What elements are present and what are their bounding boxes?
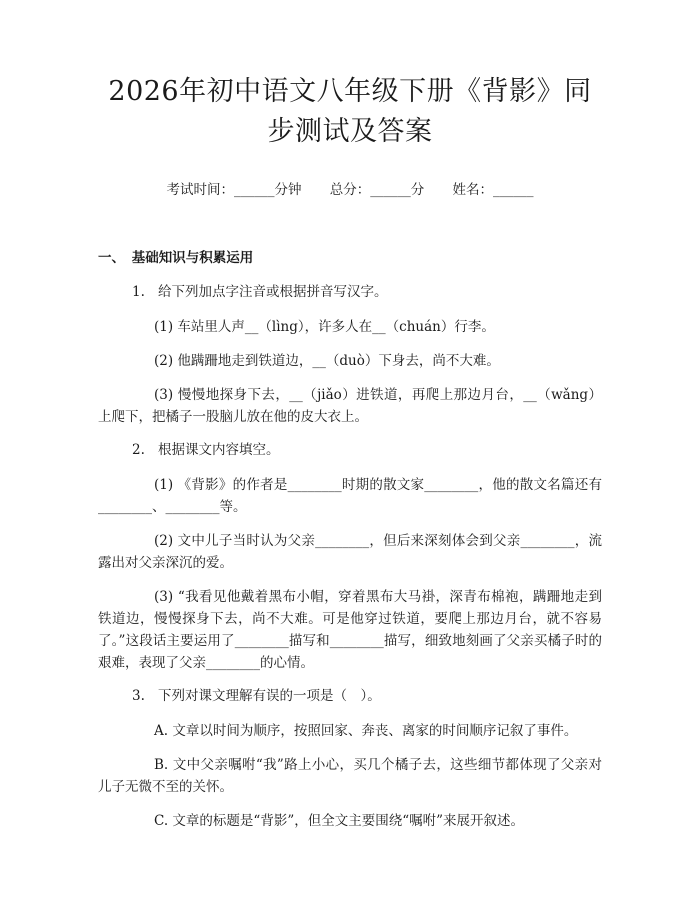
question-text: 下列对课文理解有误的一项是（ ）。 bbox=[158, 688, 381, 704]
section-heading: 一、 基础知识与积累运用 bbox=[98, 250, 254, 266]
exam-info bbox=[98, 180, 602, 200]
page-title: 2026年初中语文八年级下册《背影》同步测试及答案 bbox=[108, 76, 592, 147]
student-name: 姓名：______ bbox=[452, 182, 534, 198]
question-1-item-3: (3) 慢慢地探身下去，__（jiǎo）进铁道，再爬上那边月台，__（wǎng）上爬下，把橘子一股脑儿放在他的皮大衣上。 bbox=[98, 387, 602, 425]
exam-time: 考试时间：______分钟 bbox=[166, 182, 302, 198]
question-text: 给下列加点字注音或根据拼音写汉字。 bbox=[158, 284, 388, 300]
question-2-item-1: (1) 《背影》的作者是________时期的散文家________，他的散文名篇还有________、________等。 bbox=[98, 477, 602, 515]
question-number: 3. bbox=[132, 688, 145, 704]
question-3 bbox=[98, 686, 602, 706]
option-c: C. 文章的标题是“背影”，但全文主要围绕“嘱咐”来展开叙述。 bbox=[154, 813, 525, 829]
question-number: 1. bbox=[132, 284, 145, 300]
option-a: A. 文章以时间为顺序，按照回家、奔丧、离家的时间顺序记叙了事件。 bbox=[154, 723, 578, 739]
question-1-item-1: (1) 车站里人声__（lìng），许多人在__（chuán）行李。 bbox=[154, 319, 495, 335]
question-2-item-3: (3) “我看见他戴着黑布小帽，穿着黑布大马褂，深青布棉袍，蹒跚地走到铁道边，慢慢探身下去，尚不大难。可是他穿过铁道，要爬上那边月台，就不容易了。”这段话主要运用了________描写和________描写，细致地刻画了父亲买橘子时的艰难，表现了父亲________的心情。 bbox=[98, 589, 602, 671]
exam-score: 总分：______分 bbox=[329, 182, 425, 198]
question-2-item-2: (2) 文中儿子当时认为父亲________，但后来深刻体会到父亲________，流露出对父亲深沉的爱。 bbox=[98, 533, 602, 571]
option-b: B. 文中父亲嘱咐“我”路上小心，买几个橘子去，这些细节都体现了父亲对儿子无微不至的关怀。 bbox=[98, 757, 602, 795]
question-number: 2. bbox=[132, 442, 145, 458]
question-1-item-2: (2) 他蹒跚地走到铁道边，__（duò）下身去，尚不大难。 bbox=[154, 353, 500, 369]
question-2 bbox=[98, 440, 602, 460]
question-text: 根据课文内容填空。 bbox=[158, 442, 280, 458]
question-1 bbox=[98, 282, 602, 302]
